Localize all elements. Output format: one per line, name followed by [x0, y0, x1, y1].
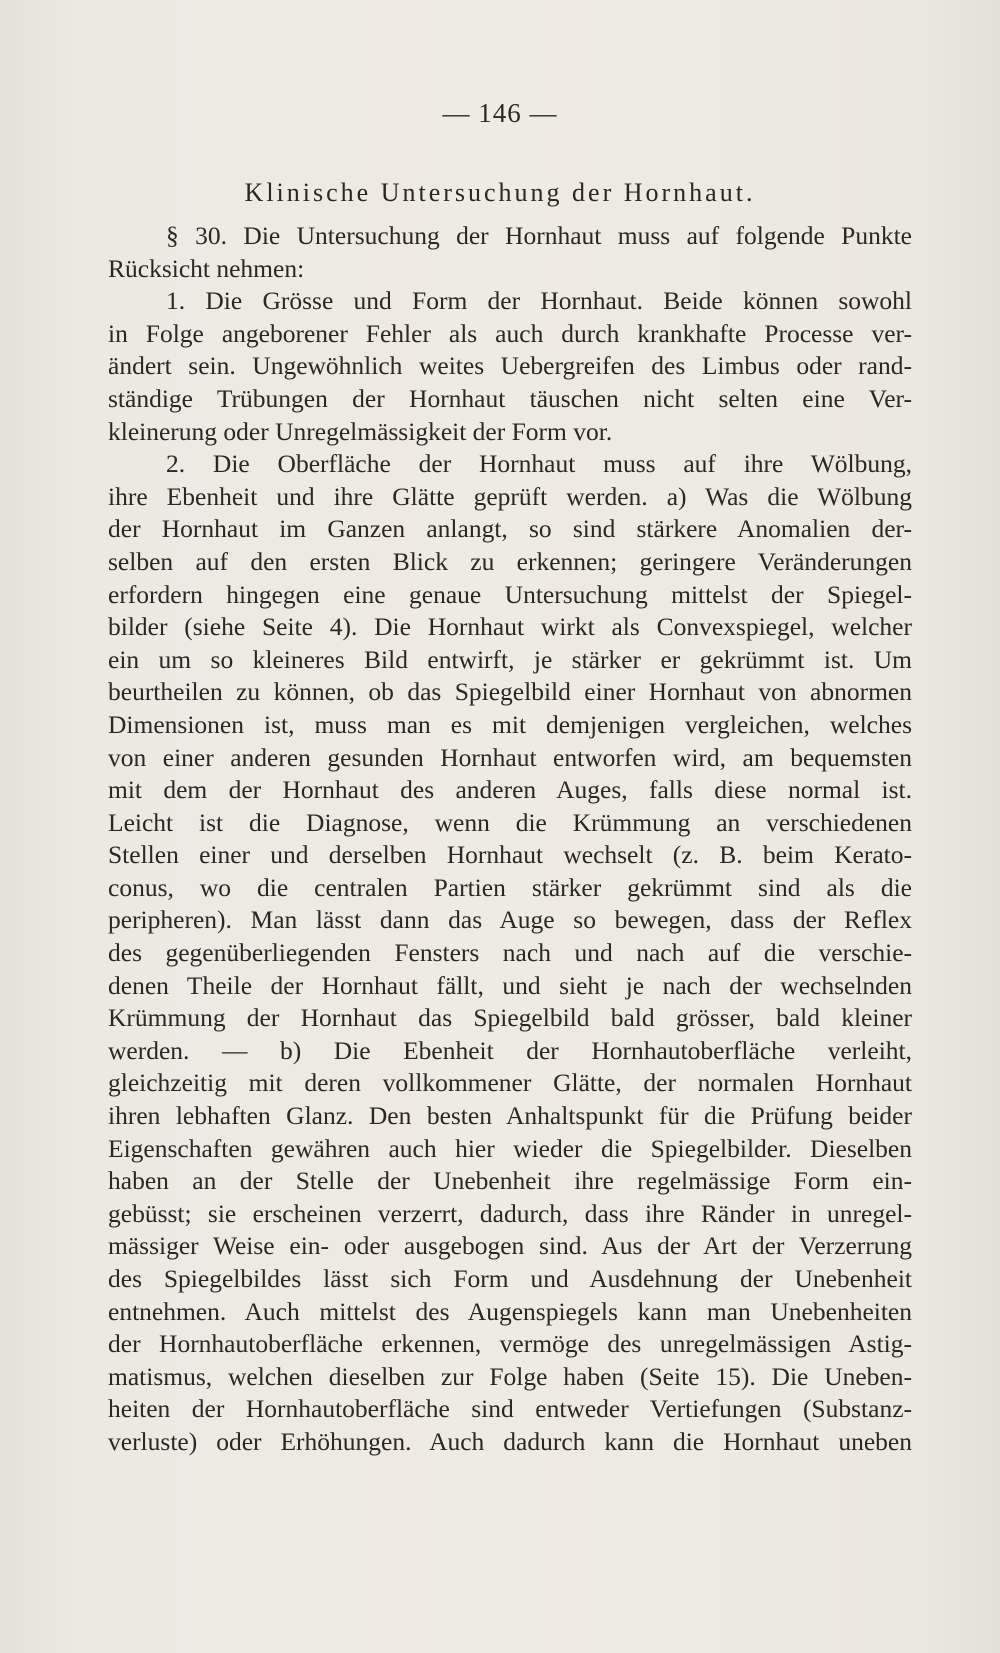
text-line: kleinerung oder Unregelmässigkeit der Form vor.	[108, 416, 613, 446]
text-line: peripheren). Man lässt dann das Auge so bewegen, dass der Reflex	[108, 905, 912, 935]
text-line: conus, wo die centralen Partien stärker gekrümmt sind als die	[108, 872, 912, 902]
text-line: denen Theile der Hornhaut fällt, und sieht je nach der wechselnden	[108, 970, 912, 1000]
text-line: der Hornhaut im Ganzen anlangt, so sind stärkere Anomalien der-	[108, 514, 912, 544]
text-line: 2. Die Oberfläche der Hornhaut muss auf ihre Wölbung,	[166, 449, 912, 479]
text-line: bilder (siehe Seite 4). Die Hornhaut wirkt als Convexspiegel, welcher	[108, 612, 912, 642]
text-line: ein um so kleineres Bild entwirft, je stärker er gekrümmt ist. Um	[108, 644, 912, 674]
text-line: des gegenüberliegenden Fensters nach und nach auf die verschie-	[108, 938, 912, 968]
text-line: Leicht ist die Diagnose, wenn die Krümmung an verschiedenen	[108, 807, 912, 837]
text-line: Krümmung der Hornhaut das Spiegelbild bald grösser, bald kleiner	[108, 1003, 912, 1033]
text-line: gleichzeitig mit deren vollkommener Glätte, der normalen Hornhaut	[108, 1068, 912, 1098]
text-line: § 30. Die Untersuchung der Hornhaut muss auf folgende Punkte	[166, 221, 912, 250]
text-line: 1. Die Grösse und Form der Hornhaut. Beide können sowohl	[166, 286, 912, 316]
text-line: Dimensionen ist, muss man es mit demjenigen vergleichen, welches	[108, 709, 912, 739]
text-line: heiten der Hornhautoberfläche sind entweder Vertiefungen (Substanz-	[108, 1394, 912, 1424]
text-line: Rücksicht nehmen:	[108, 253, 305, 283]
text-line: Stellen einer und derselben Hornhaut wechselt (z. B. beim Kerato-	[108, 840, 912, 870]
section-title: Klinische Untersuchung der Hornhaut.	[244, 178, 756, 207]
text-line: des Spiegelbildes lässt sich Form und Ausdehnung der Unebenheit	[108, 1264, 912, 1293]
text-line: haben an der Stelle der Unebenheit ihre regelmässige Form ein-	[108, 1166, 912, 1196]
text-line: werden. — b) Die Ebenheit der Hornhautoberfläche verleiht,	[108, 1035, 912, 1065]
text-line: entnehmen. Auch mittelst des Augenspiegels kann man Unebenheiten	[108, 1296, 912, 1326]
body-text	[108, 220, 912, 1459]
text-line: beurtheilen zu können, ob das Spiegelbild einer Hornhaut von abnormen	[108, 677, 912, 707]
text-line: ihre Ebenheit und ihre Glätte geprüft werden. a) Was die Wölbung	[108, 481, 912, 511]
page-number-header: — 146 —	[442, 98, 558, 128]
text-line: matismus, welchen dieselben zur Folge haben (Seite 15). Die Uneben-	[108, 1361, 912, 1391]
text-line: mässiger Weise ein- oder ausgebogen sind. Aus der Art der Verzerrung	[108, 1231, 912, 1261]
text-line: selben auf den ersten Blick zu erkennen; geringere Veränderungen	[108, 546, 912, 576]
text-line: Eigenschaften gewähren auch hier wieder die Spiegelbilder. Dieselben	[108, 1133, 912, 1163]
text-line: erfordern hingegen eine genaue Untersuchung mittelst der Spiegel-	[108, 579, 912, 609]
text-line: von einer anderen gesunden Hornhaut entworfen wird, am bequemsten	[108, 742, 912, 772]
text-line: gebüsst; sie erscheinen verzerrt, dadurch, dass ihre Ränder in unregel-	[108, 1198, 912, 1228]
text-line: mit dem der Hornhaut des anderen Auges, falls diese normal ist.	[108, 775, 912, 805]
text-line: ständige Trübungen der Hornhaut täuschen nicht selten eine Ver-	[108, 383, 912, 413]
text-line: ihren lebhaften Glanz. Den besten Anhaltspunkt für die Prüfung beider	[108, 1101, 912, 1131]
text-line: der Hornhautoberfläche erkennen, vermöge des unregelmässigen Astig-	[108, 1329, 912, 1359]
text-line: ändert sein. Ungewöhnlich weites Uebergreifen des Limbus oder rand-	[108, 351, 912, 381]
text-line: verluste) oder Erhöhungen. Auch dadurch kann die Hornhaut uneben	[108, 1426, 912, 1456]
text-line: in Folge angeborener Fehler als auch durch krankhafte Processe ver-	[108, 318, 912, 348]
